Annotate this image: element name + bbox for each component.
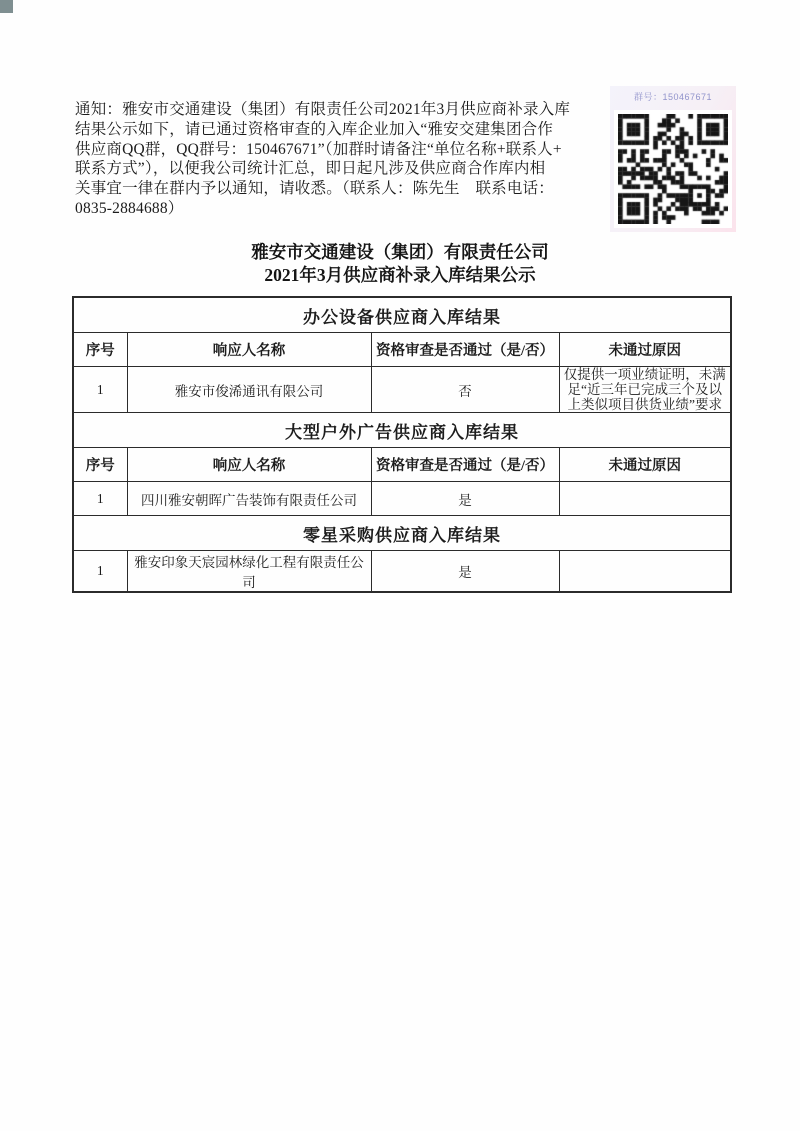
notice-line-6: 0835-2884688） bbox=[75, 199, 184, 217]
cell-fail-reason: 仅提供一项业绩证明，未满足“近三年已完成三个及以上类似项目供货业绩”要求 bbox=[559, 367, 731, 413]
document-title-line1: 雅安市交通建设（集团）有限责任公司 bbox=[251, 242, 549, 262]
qq-group-qr-block bbox=[610, 86, 736, 232]
document-title bbox=[70, 241, 730, 287]
column-header-0: 序号 bbox=[73, 448, 127, 482]
column-header-row bbox=[73, 333, 731, 367]
notice-line-5: 关事宜一律在群内予以通知，请收悉。（联系人：陈先生 联系电话： bbox=[75, 180, 554, 198]
column-header-3: 未通过原因 bbox=[559, 333, 731, 367]
table-row bbox=[73, 482, 731, 516]
cell-qualification-pass: 否 bbox=[371, 367, 559, 413]
column-header-3: 未通过原因 bbox=[559, 448, 731, 482]
table-row bbox=[73, 367, 731, 413]
results-table bbox=[72, 296, 732, 593]
cell-fail-reason bbox=[559, 482, 731, 516]
cell-fail-reason bbox=[559, 551, 731, 593]
qr-code-image bbox=[618, 114, 728, 224]
column-header-0: 序号 bbox=[73, 333, 127, 367]
section-title: 办公设备供应商入库结果 bbox=[73, 297, 731, 333]
table-row bbox=[73, 551, 731, 593]
corner-mark bbox=[0, 0, 13, 13]
notice-paragraph bbox=[75, 100, 615, 219]
section-title-row bbox=[73, 516, 731, 551]
cell-qualification-pass: 是 bbox=[371, 551, 559, 593]
cell-seq: 1 bbox=[73, 551, 127, 593]
notice-line-1: 通知：雅安市交通建设（集团）有限责任公司2021年3月供应商补录入库 bbox=[75, 101, 571, 118]
cell-qualification-pass: 是 bbox=[371, 482, 559, 516]
qr-group-number-label: 群号：150467671 bbox=[633, 92, 713, 102]
column-header-1: 响应人名称 bbox=[127, 448, 371, 482]
section-title-row bbox=[73, 413, 731, 448]
column-header-2: 资格审查是否通过（是/否） bbox=[371, 448, 559, 482]
section-title: 零星采购供应商入库结果 bbox=[73, 516, 731, 551]
notice-line-3: 供应商QQ群，QQ群号：150467671”（加群时请备注“单位名称+联系人+ bbox=[75, 140, 562, 158]
column-header-1: 响应人名称 bbox=[127, 333, 371, 367]
section-title: 大型户外广告供应商入库结果 bbox=[73, 413, 731, 448]
document-title-line2: 2021年3月供应商补录入库结果公示 bbox=[264, 265, 536, 285]
qr-frame bbox=[614, 110, 732, 228]
cell-responder-name: 四川雅安朝晖广告装饰有限责任公司 bbox=[127, 482, 371, 516]
cell-seq: 1 bbox=[73, 482, 127, 516]
column-header-row bbox=[73, 448, 731, 482]
notice-line-4: 联系方式”），以便我公司统计汇总，即日起凡涉及供应商合作库内相 bbox=[75, 160, 546, 178]
cell-seq: 1 bbox=[73, 367, 127, 413]
cell-responder-name: 雅安印象天宸园林绿化工程有限责任公司 bbox=[127, 551, 371, 593]
column-header-2: 资格审查是否通过（是/否） bbox=[371, 333, 559, 367]
section-title-row bbox=[73, 297, 731, 333]
cell-responder-name: 雅安市俊浠通讯有限公司 bbox=[127, 367, 371, 413]
notice-line-2: 结果公示如下，请已通过资格审查的入库企业加入“雅安交建集团合作 bbox=[75, 120, 554, 138]
